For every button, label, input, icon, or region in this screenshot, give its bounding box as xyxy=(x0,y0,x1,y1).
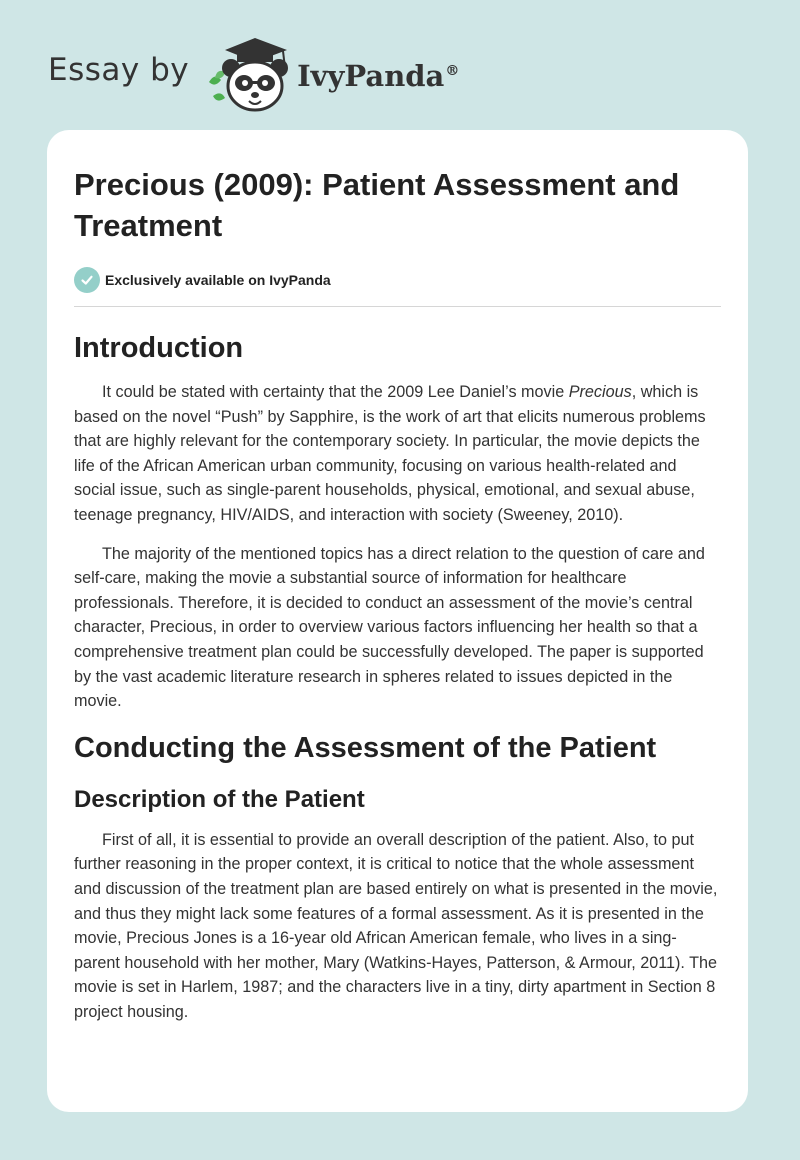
paragraph: The majority of the mentioned topics has a direct relation to the question of care and self-care, making the movie a substantial source of information for healthcare professionals. Therefore, it is decided to conduct an assessment of the movie’s central character, Precious, in order to overview various factors influencing her health so that a comprehensive treatment plan could be successfully developed. The paper is supported by the vast academic literature research in spheres related to issues depicted in the movie. xyxy=(74,544,705,711)
paragraph: First of all, it is essential to provide an overall description of the patient. Also, to put further reasoning in the proper context, it is critical to notice that the whole assessment and discussion of the treatment plan are based entirely on what is presented in the movie, and thus they might lack some features of a formal assessment. As it is presented in the movie, Precious Jones is a 16-year old African American female, who lives in a sing-parent household with her mother, Mary (Watkins-Hayes, Patterson, & Armour, 2011). The movie is set in Harlem, 1987; and the characters live in a tiny, dirty apartment in Section 8 project housing. xyxy=(74,830,718,1021)
article-title: Precious (2009): Patient Assessment and Treatment xyxy=(74,167,680,243)
section-heading-assessment: Conducting the Assessment of the Patient xyxy=(74,731,657,764)
brand-header xyxy=(48,34,459,114)
registered-mark: ® xyxy=(445,63,460,80)
badge-text: Exclusively available on IvyPanda xyxy=(105,272,331,288)
panda-logo-icon[interactable] xyxy=(205,34,291,114)
movie-title-emphasis: Precious xyxy=(568,383,632,401)
check-circle-icon xyxy=(74,267,100,293)
brand-name[interactable]: IvyPanda® xyxy=(297,59,460,93)
subsection-heading-description: Description of the Patient xyxy=(74,785,365,813)
section-heading-introduction: Introduction xyxy=(74,332,244,364)
brand-prefix: Essay by xyxy=(48,52,190,88)
exclusive-badge xyxy=(74,266,721,294)
article-card xyxy=(47,130,748,1112)
paragraph: It could be stated with certainty that the 2009 Lee Daniel’s movie Precious, which is based on the novel “Push” by Sapphire, is the work of art that elicits numerous problems that are highly relevant for the contemporary society. In particular, the movie depicts the life of the African American urban community, focusing on various health-related and social issue, such as single-parent households, physical, emotional, and sexual abuse, teenage pregnancy, HIV/AIDS, and interaction with society (Sweeney, 2010). xyxy=(74,383,706,524)
divider xyxy=(74,306,721,307)
